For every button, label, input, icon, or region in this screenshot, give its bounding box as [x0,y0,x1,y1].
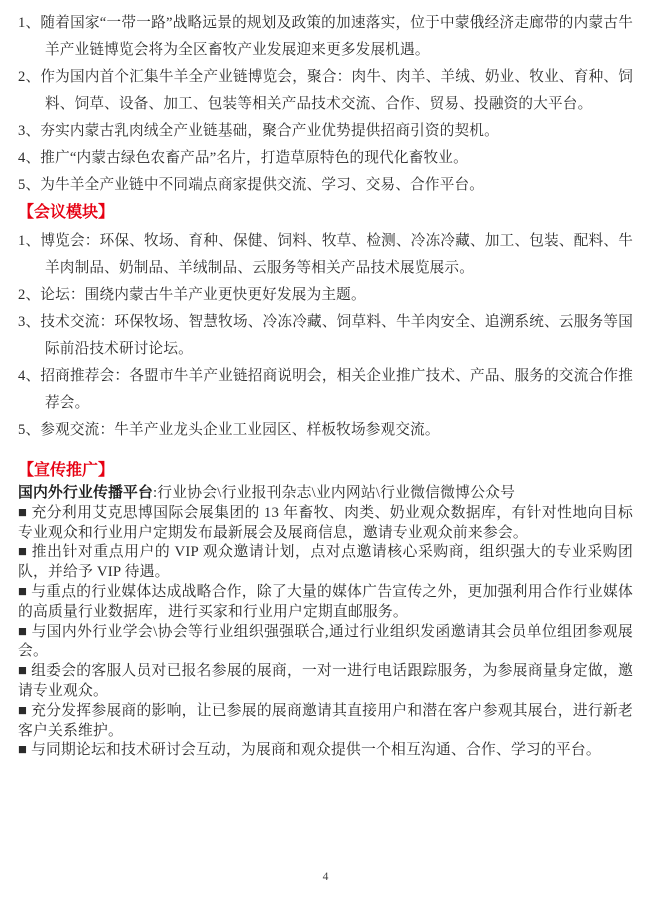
promotion-platform-label: 国内外行业传播平台 [18,485,153,501]
conference-item-3: 3、技术交流：环保牧场、智慧牧场、冷冻冷藏、饲草料、牛羊肉安全、追溯系统、云服务等国际前沿技术研讨论坛。 [18,314,633,357]
page-number: 4 [322,871,329,883]
conference-item-1: 1、博览会：环保、牧场、育种、保健、饲料、牧草、检测、冷冻冷藏、加工、包装、配料、牛羊肉制品、奶制品、羊绒制品、云服务等相关产品技术展览展示。 [18,233,633,276]
intro-item-3: 3、夯实内蒙古乳肉绒全产业链基础，聚合产业优势提供招商引资的契机。 [18,123,499,139]
promotion-section [18,484,633,761]
promotion-bullet-6: ■ 充分发挥参展商的影响，让已参展的展商邀请其直接用户和潜在客户参观其展台，进行新老客户关系维护。 [18,702,633,739]
promotion-bullet-4: ■ 与国内外行业学会\协会等行业组织强强联合,通过行业组织发函邀请其会员单位组团参观展会。 [18,623,633,660]
intro-item-1: 1、随着国家“一带一路”战略远景的规划及政策的加速落实，位于中蒙俄经济走廊带的内蒙古牛羊产业链博览会将为全区畜牧产业发展迎来更多发展机遇。 [18,15,633,58]
promotion-bullet-2: ■ 推出针对重点用户的 VIP 观众邀请计划，点对点邀请核心采购商，组织强大的专业采购团队，并给予 VIP 待遇。 [18,544,633,581]
promotion-bullet-3: ■ 与重点的行业媒体达成战略合作，除了大量的媒体广告宣传之外，更加强利用合作行业媒体的高质量行业数据库，进行买家和行业用户定期直邮服务。 [18,583,633,620]
section-title-conference-module: 【会议模块】 [18,204,115,221]
intro-item-5: 5、为牛羊全产业链中不同端点商家提供交流、学习、交易、合作平台。 [18,177,485,193]
intro-item-2: 2、作为国内首个汇集牛羊全产业链博览会，聚合：肉牛、肉羊、羊绒、奶业、牧业、育种、饲料、饲草、设备、加工、包装等相关产品技术交流、合作、贸易、投融资的大平台。 [18,69,633,112]
intro-section [18,10,633,199]
intro-item-4: 4、推广“内蒙古绿色农畜产品”名片，打造草原特色的现代化畜牧业。 [18,150,468,166]
promotion-platform-line [18,484,633,504]
conference-item-5: 5、参观交流：牛羊产业龙头企业工业园区、样板牧场参观交流。 [18,422,440,438]
conference-item-4: 4、招商推荐会：各盟市牛羊产业链招商说明会，相关企业推广技术、产品、服务的交流合作推荐会。 [18,368,633,411]
conference-item-2: 2、论坛：围绕内蒙古牛羊产业更快更好发展为主题。 [18,287,366,303]
promotion-bullet-1: ■ 充分利用艾克思博国际会展集团的 13 年畜牧、肉类、奶业观众数据库，有针对性地向目标专业观众和行业用户定期发布最新展会及展商信息，邀请专业观众前来参会。 [18,504,633,541]
section-title-promotion: 【宣传推广】 [18,462,115,479]
promotion-bullet-5: ■ 组委会的客服人员对已报名参展的展商，一对一进行电话跟踪服务，为参展商量身定做，邀请专业观众。 [18,663,633,699]
promotion-platform-value: :行业协会\行业报刊杂志\业内网站\行业微信微博公众号 [152,485,516,501]
conference-module-section [18,228,633,444]
promotion-bullet-7: ■ 与同期论坛和技术研讨会互动，为展商和观众提供一个相互沟通、合作、学习的平台。 [18,742,601,759]
